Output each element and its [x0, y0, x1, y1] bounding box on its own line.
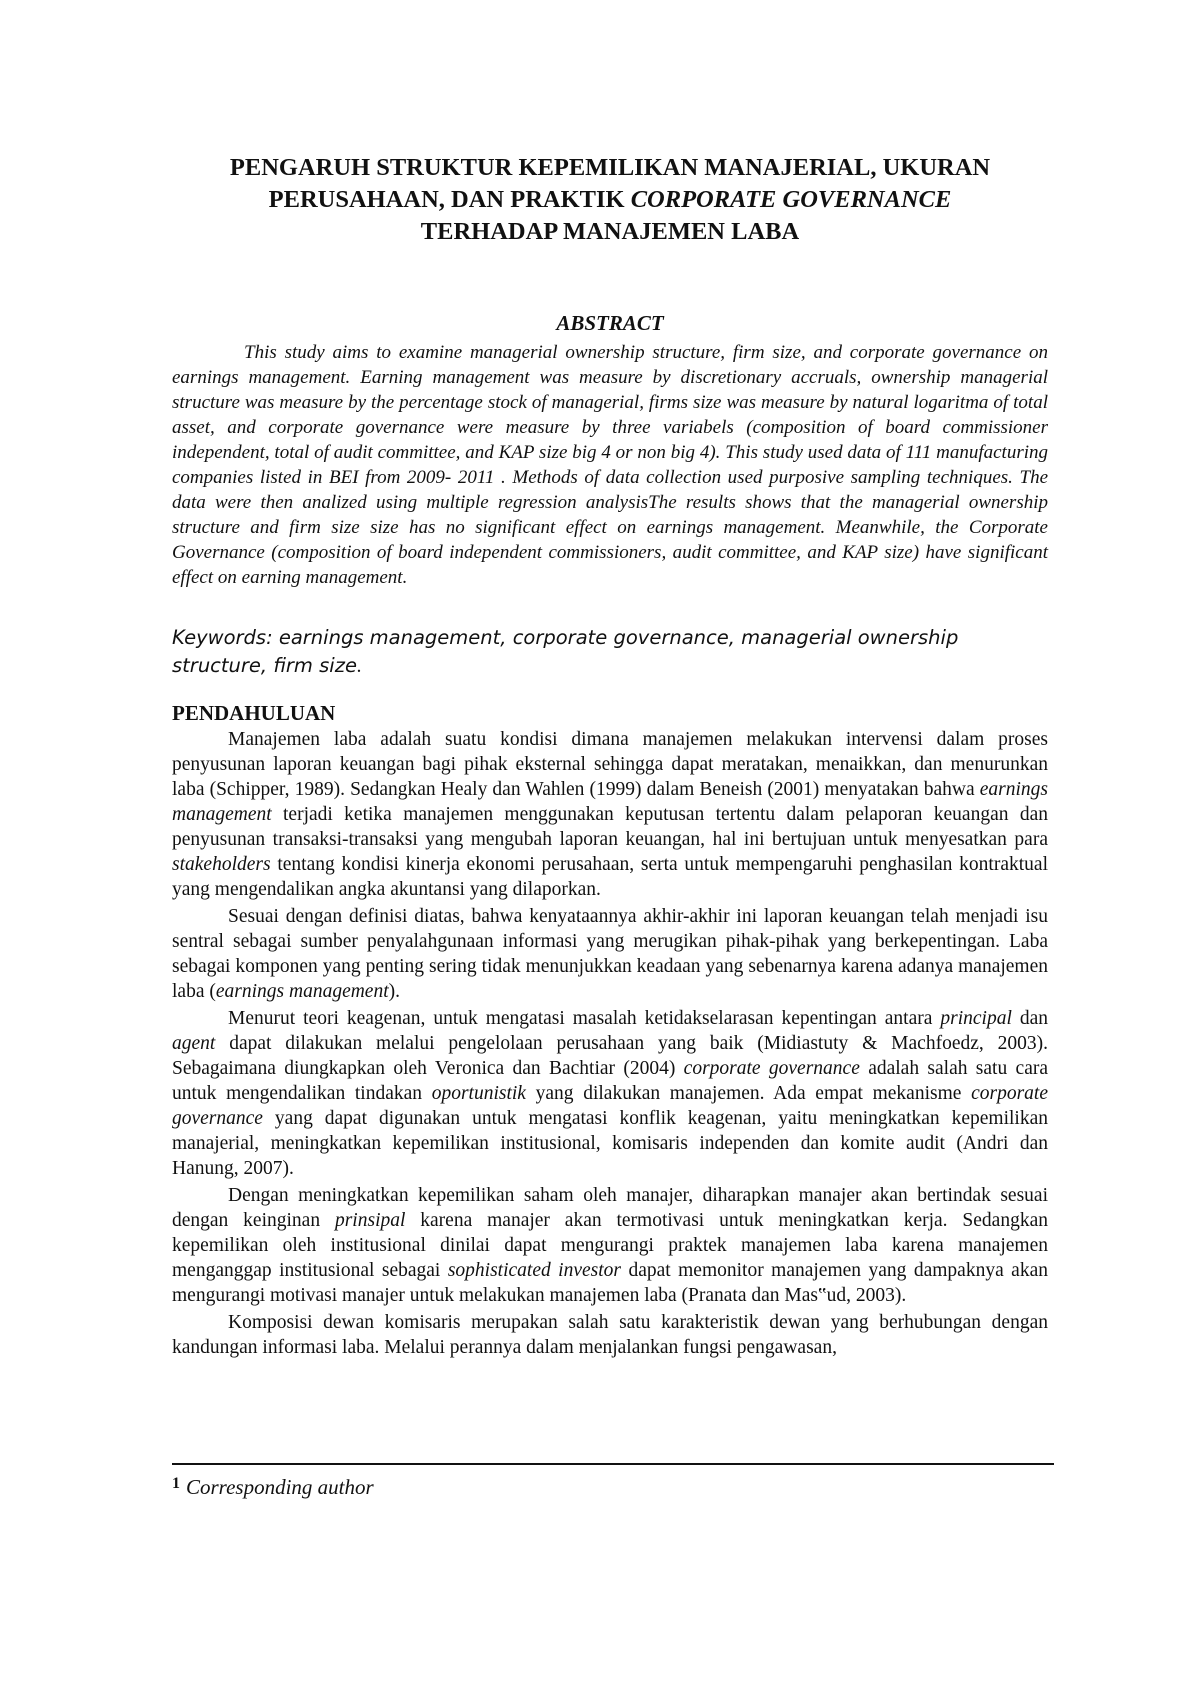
paragraph-2-text-a: Sesuai dengan definisi diatas, bahwa kenyataannya akhir-akhir ini laporan keuangan telah menjadi isu sentral sebagai sumber penyalahgunaan informasi yang merugikan pihak-pihak yang berkepentingan. Laba sebagai komponen yang penting sering tidak menunjukkan keadaan yang sebenarnya karena adanya manajemen laba (	[172, 906, 1048, 1002]
keywords-value: earnings management, corporate governance, managerial ownership structure, firm size	[172, 626, 959, 677]
paragraph-2-text-c: ).	[388, 981, 401, 1002]
paragraph-4-italic-d: sophisticated investor	[447, 1260, 621, 1281]
paragraph-1-text-e: tentang kondisi kinerja ekonomi perusahaan, serta untuk mempengaruhi penghasilan kontraktual yang mengendalikan angka akuntansi yang dilaporkan.	[172, 854, 1048, 900]
paragraph-4	[172, 1183, 1048, 1308]
paragraph-3-italic-j: corporate governance	[172, 1083, 1048, 1129]
footnote-divider	[172, 1463, 1054, 1465]
paragraph-3-italic-d: agent	[172, 1033, 216, 1054]
paragraph-3-italic-b: principal	[940, 1008, 1012, 1029]
title-line-2-plain: PERUSAHAAN, DAN PRAKTIK	[268, 186, 631, 213]
abstract-heading: ABSTRACT	[556, 311, 664, 335]
paper-title	[170, 152, 1050, 248]
section-heading-pendahuluan: PENDAHULUAN	[172, 701, 336, 725]
paragraph-4-text-e: dapat memonitor manajemen yang dampaknya akan mengurangi motivasi manajer untuk melakukan manajemen laba (Pranata dan Mas‟ud, 2003).	[172, 1260, 1048, 1306]
paragraph-4-italic-b: prinsipal	[334, 1210, 406, 1231]
paragraph-4-text-a: Dengan meningkatkan kepemilikan saham oleh manajer, diharapkan manajer akan bertindak sesuai dengan keinginan	[172, 1185, 1048, 1231]
paragraph-1	[172, 727, 1048, 902]
keywords-label: Keywords:	[172, 626, 273, 649]
paragraph-3-text-e: dapat dilakukan melalui pengelolaan perusahaan yang baik (Midiastuty & Machfoedz, 2003). Sebagaimana diungkapkan oleh Veronica dan Bachtiar (2004)	[172, 1033, 1048, 1079]
keywords-end: .	[356, 656, 362, 677]
footnote	[172, 1469, 1052, 1502]
paragraph-2	[172, 904, 1048, 1004]
footnote-marker: 1	[172, 1475, 180, 1492]
paragraph-3-italic-h: oportunistik	[431, 1083, 526, 1104]
paragraph-1-text-a: Manajemen laba adalah suatu kondisi dimana manajemen melakukan intervensi dalam proses penyusunan laporan keuangan bagi pihak eksternal sehingga dapat meratakan, menaikkan, dan menurunkan laba (Schipper, 1989). Sedangkan Healy dan Wahlen (1999) dalam Beneish (2001) menyatakan bahwa	[172, 729, 1048, 800]
paragraph-2-italic-b: earnings management	[215, 981, 389, 1002]
paragraph-5-text-a: Komposisi dewan komisaris merupakan salah satu karakteristik dewan yang berhubungan dengan kandungan informasi laba. Melalui perannya dalam menjalankan fungsi pengawasan,	[172, 1312, 1048, 1358]
footnote-text: Corresponding author	[186, 1475, 374, 1499]
title-line-1: PENGARUH STRUKTUR KEPEMILIKAN MANAJERIAL, UKURAN	[229, 154, 991, 181]
paragraph-3-text-c: dan	[1011, 1008, 1049, 1029]
paragraph-3-text-a: Menurut teori keagenan, untuk mengatasi masalah ketidakselarasan kepentingan antara	[228, 1008, 941, 1029]
title-line-3: TERHADAP MANAJEMEN LABA	[420, 218, 800, 245]
title-line-2-italic: CORPORATE GOVERNANCE	[630, 186, 952, 213]
abstract-text: This study aims to examine managerial ownership structure, firm size, and corporate governance on earnings management. Earning management was measure by discretionary accruals, ownership managerial structure was measure by the percentage stock of managerial, firms size was measure by natural logaritma of total asset, and corporate governance were measure by three variabels (composition of board commissioner independent, total of audit committee, and KAP size big 4 or non big 4). This study used data of 111 manufacturing companies listed in BEI from 2009- 2011 . Methods of data collection used purposive sampling techniques. The data were then analized using multiple regression analysisThe results shows that the managerial ownership structure and firm size size has no significant effect on earnings management. Meanwhile, the Corporate Governance (composition of board independent commissioners, audit committee, and KAP size) have significant effect on earning management.	[172, 342, 1048, 588]
paragraph-3-italic-f: corporate governance	[683, 1058, 860, 1079]
body-text	[172, 727, 1048, 1360]
keywords	[172, 624, 1048, 681]
paragraph-3-text-i: yang dilakukan manajemen. Ada empat mekanisme	[525, 1083, 972, 1104]
paragraph-1-text-c: terjadi ketika manajemen menggunakan keputusan tertentu dalam pelaporan keuangan dan penyusunan transaksi-transaksi yang mengubah laporan keuangan, hal ini bertujuan untuk menyesatkan para	[172, 804, 1048, 850]
paragraph-1-italic-d: stakeholders	[172, 854, 271, 875]
paragraph-5	[172, 1310, 1048, 1360]
paragraph-4-text-c: karena manajer akan termotivasi untuk meningkatkan kerja. Sedangkan kepemilikan oleh institusional dinilai dapat mengurangi praktek manajemen laba karena manajemen menganggap institusional sebagai	[172, 1210, 1048, 1281]
title-line-2	[170, 184, 1050, 216]
paragraph-3-text-g: adalah salah satu cara untuk mengendalikan tindakan	[172, 1058, 1048, 1104]
paragraph-3	[172, 1006, 1048, 1181]
paragraph-1-italic-b: earnings management	[172, 779, 1048, 825]
paragraph-3-text-k: yang dapat digunakan untuk mengatasi konflik keagenan, yaitu meningkatkan kepemilikan manajerial, meningkatkan kepemilikan institusional, komisaris independen dan komite audit (Andri dan Hanung, 2007).	[172, 1108, 1048, 1179]
